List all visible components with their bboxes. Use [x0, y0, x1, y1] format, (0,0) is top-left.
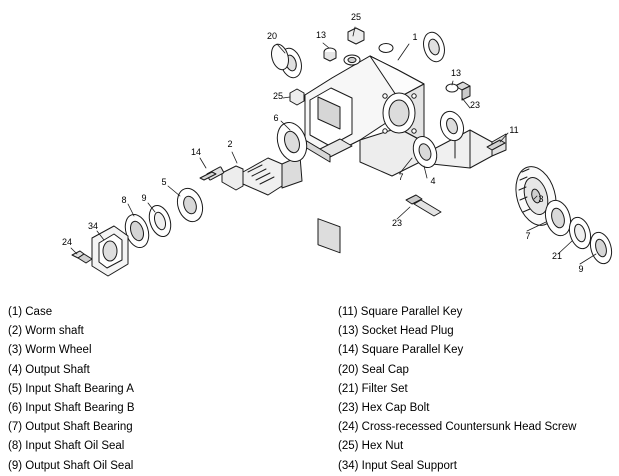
- legend-column-left: [8, 303, 338, 476]
- callout-23-lower: 23: [391, 218, 402, 228]
- input-shaft-assembly: [72, 119, 311, 276]
- legend-item: (4) Output Shaft: [8, 363, 90, 376]
- legend-item: (7) Output Shaft Bearing: [8, 421, 133, 434]
- legend-item: (14) Square Parallel Key: [338, 344, 464, 357]
- callout-14: 14: [190, 147, 201, 157]
- callout-13-right: 13: [450, 68, 461, 78]
- legend-item: (25) Hex Nut: [338, 440, 404, 453]
- callout-3: 3: [538, 194, 544, 204]
- legend-item: (6) Input Shaft Bearing B: [8, 402, 135, 415]
- legend-item: (3) Worm Wheel: [8, 344, 92, 357]
- callout-6: 6: [273, 113, 279, 123]
- legend-item: (23) Hex Cap Bolt: [338, 402, 430, 415]
- callout-7-left: 7: [398, 172, 404, 182]
- legend-item: (34) Input Seal Support: [338, 459, 457, 472]
- callout-2: 2: [227, 139, 233, 149]
- callout-8: 8: [121, 195, 127, 205]
- legend-column-right: [338, 303, 616, 476]
- legend-item: (2) Worm shaft: [8, 325, 84, 338]
- callout-5: 5: [161, 177, 167, 187]
- legend-item: (24) Cross-recessed Countersunk Head Screw: [338, 421, 577, 434]
- callout-34: 34: [87, 221, 98, 231]
- callout-20: 20: [266, 31, 277, 41]
- callout-25-left: 25: [272, 91, 283, 101]
- callout-13-top: 13: [315, 30, 326, 40]
- callout-21: 21: [551, 251, 562, 261]
- callout-9-output: 9: [578, 264, 584, 274]
- callout-24: 24: [61, 237, 72, 247]
- output-shaft-assembly: [406, 82, 615, 266]
- legend-item: (13) Socket Head Plug: [338, 325, 454, 338]
- callout-4: 4: [430, 176, 436, 186]
- callout-11: 11: [509, 125, 519, 135]
- legend-item: (21) Filter Set: [338, 382, 408, 395]
- callout-9-input: 9: [141, 193, 147, 203]
- legend-item: (11) Square Parallel Key: [338, 306, 463, 318]
- legend-item: (1) Case: [8, 306, 53, 318]
- callout-25-top: 25: [350, 12, 361, 22]
- legend-item: (9) Output Shaft Oil Seal: [8, 459, 134, 472]
- legend-item: (8) Input Shaft Oil Seal: [8, 440, 125, 453]
- case-body: [305, 44, 424, 253]
- callout-23-upper: 23: [469, 100, 480, 110]
- legend-item: (5) Input Shaft Bearing A: [8, 382, 134, 395]
- callout-7-right: 7: [525, 231, 531, 241]
- callout-1: 1: [412, 32, 418, 42]
- parts-legend: [0, 303, 619, 473]
- legend-item: (20) Seal Cap: [338, 363, 409, 376]
